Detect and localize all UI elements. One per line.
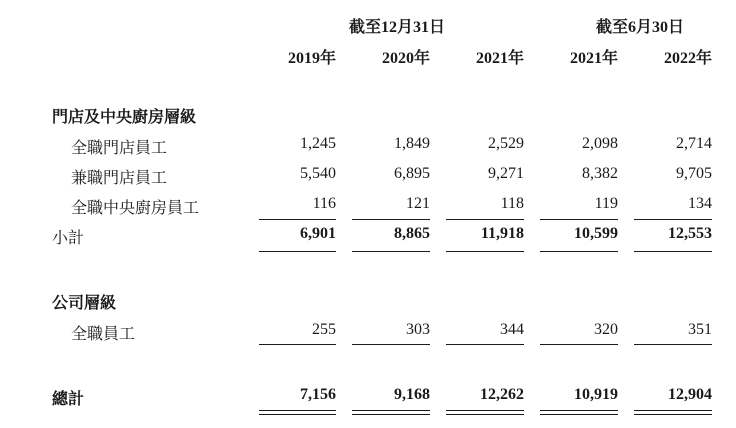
table-cell: 116 [312, 195, 336, 212]
total-cell: 12,262 [480, 386, 524, 403]
table-cell: 118 [500, 195, 524, 212]
column-rule [540, 251, 618, 252]
table-cell: 9,705 [676, 165, 712, 182]
column-rule [446, 344, 524, 345]
total-cell: 9,168 [394, 386, 430, 403]
table-cell: 2,098 [582, 135, 618, 152]
subtotal-cell: 12,553 [668, 225, 712, 242]
period-header-dec31: 截至12月31日 [348, 19, 445, 36]
total-cell: 7,156 [300, 386, 336, 403]
year-header: 2020年 [381, 50, 430, 67]
year-header: 2021年 [569, 50, 618, 67]
total-double-rule [634, 410, 712, 415]
column-rule [634, 251, 712, 252]
column-rule [634, 219, 712, 220]
column-rule [352, 219, 430, 220]
column-rule [540, 344, 618, 345]
total-cell: 10,919 [574, 386, 618, 403]
column-rule [446, 251, 524, 252]
total-label: 總計 [52, 391, 85, 408]
subtotal-cell: 8,865 [394, 225, 430, 242]
column-rule [352, 251, 430, 252]
table-cell: 1,849 [394, 135, 430, 152]
table-cell: 5,540 [300, 165, 336, 182]
year-header: 2021年 [475, 50, 524, 67]
total-double-rule [540, 410, 618, 415]
column-rule [259, 219, 336, 220]
column-rule [352, 344, 430, 345]
subtotal-cell: 6,901 [300, 225, 336, 242]
table-cell: 2,529 [488, 135, 524, 152]
table-cell: 351 [688, 321, 712, 338]
total-double-rule [259, 410, 336, 415]
column-rule [259, 251, 336, 252]
table-cell: 6,895 [394, 165, 430, 182]
year-header: 2019年 [287, 50, 336, 67]
section-title-corporate: 公司層級 [52, 295, 117, 312]
column-rule [634, 344, 712, 345]
column-rule [259, 344, 336, 345]
table-cell: 320 [594, 321, 618, 338]
table-cell: 303 [406, 321, 430, 338]
subtotal-cell: 10,599 [574, 225, 618, 242]
year-header: 2022年 [663, 50, 712, 67]
total-double-rule [352, 410, 430, 415]
table-cell: 121 [406, 195, 430, 212]
table-cell: 134 [688, 195, 712, 212]
column-rule [446, 219, 524, 220]
row-label: 兼職門店員工 [71, 170, 168, 187]
row-label: 全職員工 [71, 326, 136, 343]
period-header-jun30: 截至6月30日 [595, 19, 684, 36]
table-cell: 344 [500, 321, 524, 338]
total-double-rule [446, 410, 524, 415]
table-cell: 255 [312, 321, 336, 338]
subtotal-label: 小計 [52, 230, 85, 247]
row-label: 全職門店員工 [71, 140, 168, 157]
section-title-store: 門店及中央廚房層級 [52, 109, 197, 126]
table-cell: 1,245 [300, 135, 336, 152]
row-label: 全職中央廚房員工 [71, 200, 200, 217]
table-cell: 2,714 [676, 135, 712, 152]
total-cell: 12,904 [668, 386, 712, 403]
column-rule [540, 219, 618, 220]
subtotal-cell: 11,918 [480, 225, 524, 242]
table-cell: 9,271 [488, 165, 524, 182]
table-cell: 8,382 [582, 165, 618, 182]
table-cell: 119 [594, 195, 618, 212]
